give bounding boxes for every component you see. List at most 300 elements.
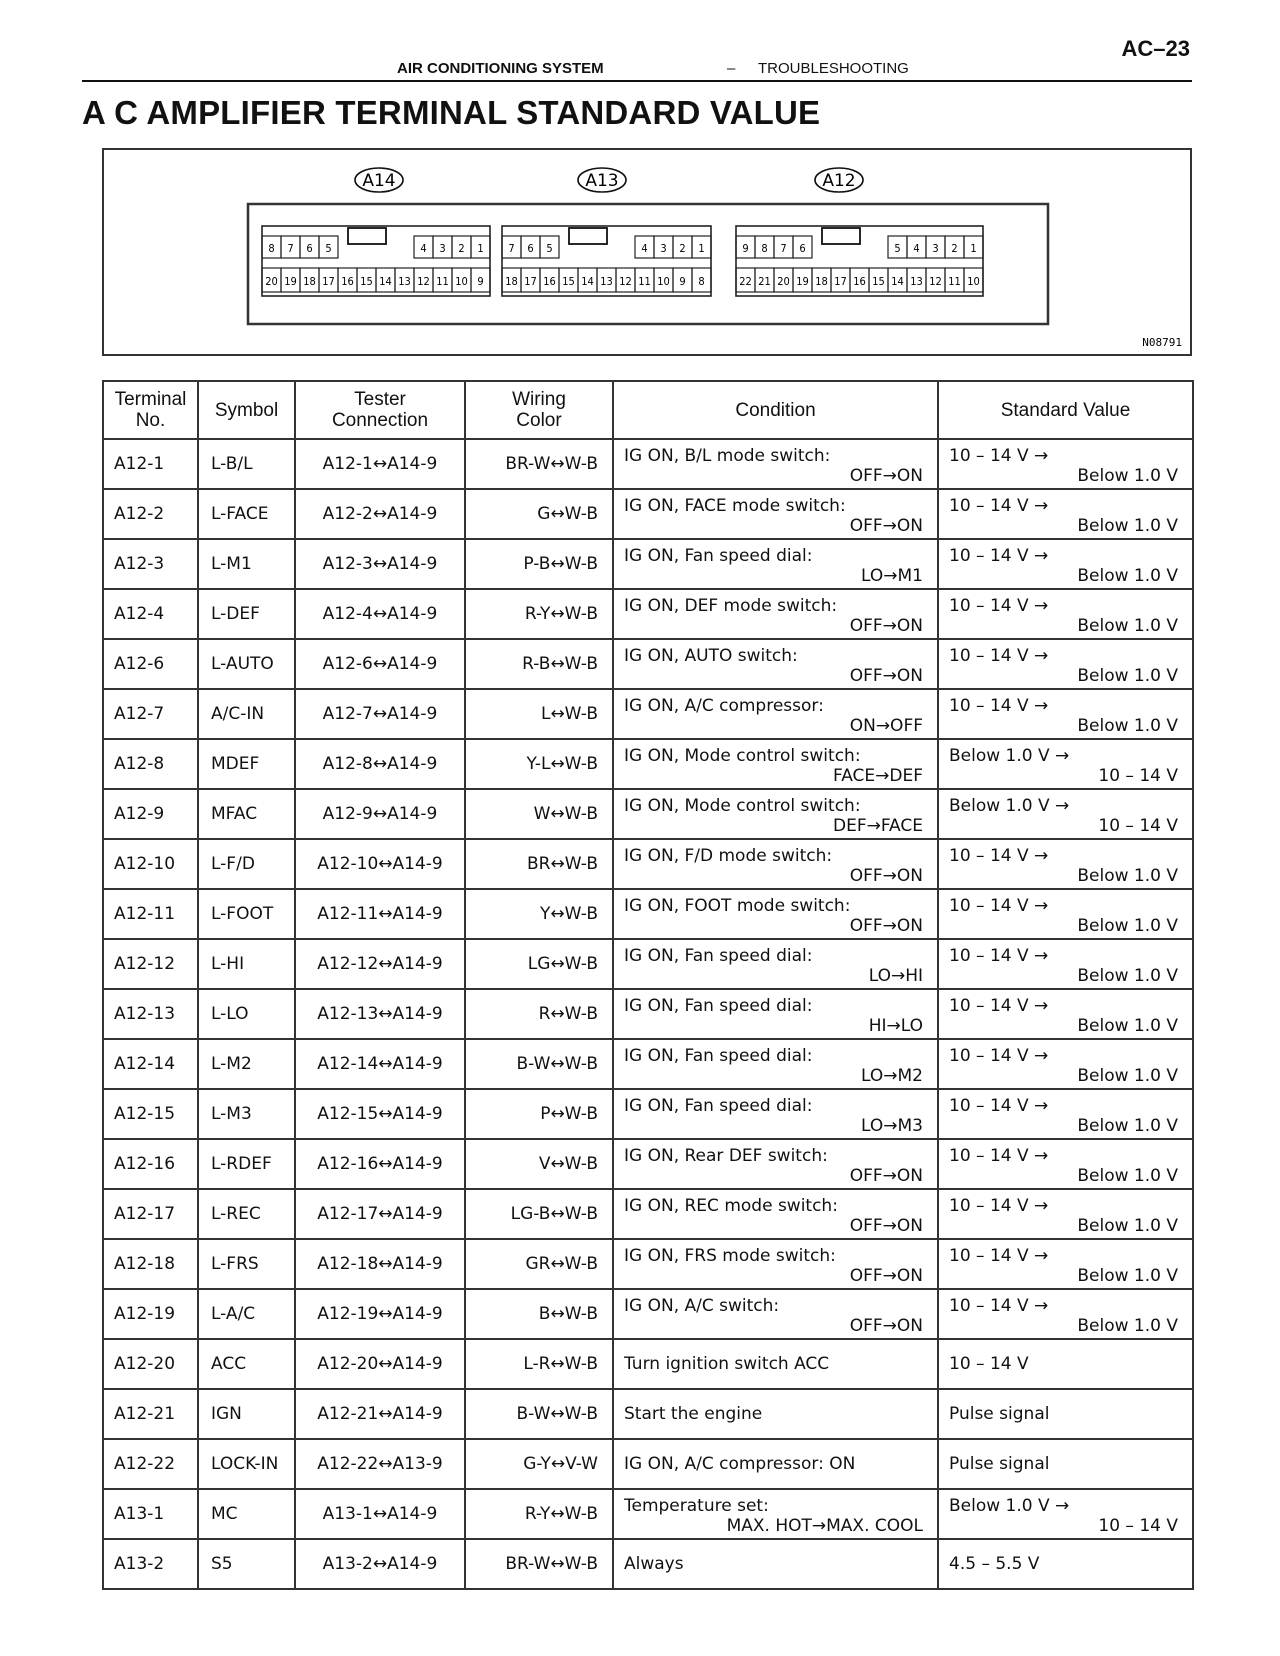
table-row — [103, 739, 1193, 789]
pin-number: 20 — [777, 275, 790, 288]
pin-number: 15 — [360, 275, 373, 288]
pin-number: 8 — [268, 242, 275, 255]
table-row — [103, 1089, 1193, 1139]
condition-text: Start the engine — [624, 1404, 763, 1424]
pin-number: 9 — [477, 275, 484, 288]
table-row — [103, 1039, 1193, 1089]
terminal-cell: A12-8 — [103, 739, 198, 789]
condition-cell — [613, 1389, 938, 1439]
tester-connection-cell: A12-18↔A14-9 — [295, 1239, 465, 1289]
condition-line-1: IG ON, Fan speed dial: — [624, 946, 813, 966]
terminal-cell: A12-14 — [103, 1039, 198, 1089]
standard-value-cell — [938, 439, 1193, 489]
pin-number: 4 — [420, 242, 427, 255]
condition-line-1: IG ON, F/D mode switch: — [624, 846, 833, 866]
standard-value-cell — [938, 1039, 1193, 1089]
pin-number: 10 — [967, 275, 980, 288]
standard-value-line-1: 10 – 14 V → — [949, 1296, 1049, 1316]
table-row — [103, 1339, 1193, 1389]
symbol-cell: L-F/D — [198, 839, 295, 889]
condition-line-1: IG ON, DEF mode switch: — [624, 596, 838, 616]
condition-cell — [613, 1489, 938, 1539]
symbol-cell: L-HI — [198, 939, 295, 989]
standard-value-line-1: 10 – 14 V → — [949, 1246, 1049, 1266]
pin-number: 11 — [436, 275, 449, 288]
standard-value-line-2: Below 1.0 V — [1077, 566, 1178, 586]
condition-cell — [613, 989, 938, 1039]
condition-line-2: LO→M3 — [861, 1116, 923, 1136]
table-row — [103, 889, 1193, 939]
table-row — [103, 1189, 1193, 1239]
symbol-cell: L-AUTO — [198, 639, 295, 689]
standard-value-line-2: Below 1.0 V — [1077, 666, 1178, 686]
wiring-color-cell: LG-B↔W-B — [465, 1189, 613, 1239]
pin-number: 13 — [398, 275, 411, 288]
condition-line-1: IG ON, A/C compressor: — [624, 696, 824, 716]
condition-cell — [613, 739, 938, 789]
condition-cell — [613, 689, 938, 739]
connector-key-slot — [822, 228, 860, 244]
figure-code: N08791 — [1142, 336, 1182, 349]
terminal-cell: A12-6 — [103, 639, 198, 689]
tester-connection-cell: A12-8↔A14-9 — [295, 739, 465, 789]
tester-connection-cell: A12-11↔A14-9 — [295, 889, 465, 939]
standard-value-line-2: Below 1.0 V — [1077, 1166, 1178, 1186]
subsection-title: TROUBLESHOOTING — [758, 60, 909, 77]
running-header — [82, 58, 1192, 80]
pin-number: 3 — [660, 242, 667, 255]
wiring-color-cell: P↔W-B — [465, 1089, 613, 1139]
condition-line-2: MAX. HOT→MAX. COOL — [726, 1516, 923, 1536]
pin-number: 19 — [284, 275, 297, 288]
pin-number: 15 — [562, 275, 575, 288]
tester-connection-cell: A12-9↔A14-9 — [295, 789, 465, 839]
terminal-cell: A12-20 — [103, 1339, 198, 1389]
standard-value-line-1: 10 – 14 V → — [949, 696, 1049, 716]
standard-value-line-1: Below 1.0 V → — [949, 796, 1070, 816]
pin-number: 18 — [815, 275, 828, 288]
table-row — [103, 839, 1193, 889]
connector-diagram-svg — [104, 150, 1190, 354]
standard-value-line-1: 10 – 14 V → — [949, 896, 1049, 916]
condition-cell — [613, 1439, 938, 1489]
condition-text: Always — [624, 1554, 684, 1574]
condition-line-1: Temperature set: — [624, 1496, 769, 1516]
pin-number: 22 — [739, 275, 752, 288]
tester-connection-cell: A12-7↔A14-9 — [295, 689, 465, 739]
standard-value-cell — [938, 1089, 1193, 1139]
wiring-color-cell: R↔W-B — [465, 989, 613, 1039]
header-terminal — [103, 381, 198, 439]
standard-value-cell — [938, 589, 1193, 639]
standard-value-text: 10 – 14 V — [949, 1354, 1029, 1374]
standard-value-line-1: 10 – 14 V → — [949, 446, 1049, 466]
header-standard: Standard Value — [938, 381, 1193, 439]
condition-line-2: OFF→ON — [849, 1266, 923, 1286]
pin-number: 9 — [742, 242, 749, 255]
condition-cell — [613, 639, 938, 689]
condition-line-2: DEF→FACE — [832, 816, 923, 836]
pin-number: 14 — [891, 275, 904, 288]
pin-number: 10 — [657, 275, 670, 288]
standard-value-cell — [938, 1289, 1193, 1339]
connector-label-a12: A12 — [822, 171, 856, 191]
condition-line-2: HI→LO — [868, 1016, 923, 1036]
pin-number: 4 — [641, 242, 648, 255]
connector-label-a14: A14 — [362, 171, 396, 191]
header-terminal-label: Terminal No. — [114, 389, 187, 431]
terminal-cell: A12-16 — [103, 1139, 198, 1189]
tester-connection-cell: A12-10↔A14-9 — [295, 839, 465, 889]
condition-line-1: IG ON, Fan speed dial: — [624, 996, 813, 1016]
condition-cell — [613, 839, 938, 889]
standard-value-line-2: Below 1.0 V — [1077, 516, 1178, 536]
tester-connection-cell: A12-20↔A14-9 — [295, 1339, 465, 1389]
wiring-color-cell: B-W↔W-B — [465, 1039, 613, 1089]
standard-value-line-1: Below 1.0 V → — [949, 1496, 1070, 1516]
terminal-cell: A12-22 — [103, 1439, 198, 1489]
wiring-color-cell: G↔W-B — [465, 489, 613, 539]
symbol-cell: L-FOOT — [198, 889, 295, 939]
condition-line-2: OFF→ON — [849, 1316, 923, 1336]
standard-value-line-2: Below 1.0 V — [1077, 1316, 1178, 1336]
table-row — [103, 689, 1193, 739]
pin-number: 3 — [932, 242, 939, 255]
condition-cell — [613, 1189, 938, 1239]
pin-number: 7 — [287, 242, 294, 255]
tester-connection-cell: A12-14↔A14-9 — [295, 1039, 465, 1089]
table-row — [103, 539, 1193, 589]
terminal-table — [102, 380, 1194, 1590]
condition-line-1: IG ON, Rear DEF switch: — [624, 1146, 828, 1166]
pin-number: 1 — [970, 242, 977, 255]
condition-cell — [613, 1289, 938, 1339]
pin-number: 2 — [951, 242, 958, 255]
table-row — [103, 1389, 1193, 1439]
tester-connection-cell: A12-16↔A14-9 — [295, 1139, 465, 1189]
symbol-cell: L-M2 — [198, 1039, 295, 1089]
pin-number: 16 — [341, 275, 354, 288]
pin-number: 3 — [439, 242, 446, 255]
standard-value-cell — [938, 1189, 1193, 1239]
condition-cell — [613, 1039, 938, 1089]
wiring-color-cell: P-B↔W-B — [465, 539, 613, 589]
wiring-color-cell: Y↔W-B — [465, 889, 613, 939]
header-tester — [295, 381, 465, 439]
table-row — [103, 439, 1193, 489]
wiring-color-cell: B-W↔W-B — [465, 1389, 613, 1439]
tester-connection-cell: A12-12↔A14-9 — [295, 939, 465, 989]
condition-text: Turn ignition switch ACC — [624, 1354, 830, 1374]
standard-value-line-1: 10 – 14 V → — [949, 996, 1049, 1016]
standard-value-cell — [938, 1389, 1193, 1439]
terminal-cell: A12-15 — [103, 1089, 198, 1139]
wiring-color-cell: V↔W-B — [465, 1139, 613, 1189]
pin-number: 20 — [265, 275, 278, 288]
terminal-cell: A12-3 — [103, 539, 198, 589]
pin-number: 8 — [698, 275, 705, 288]
standard-value-cell — [938, 539, 1193, 589]
wiring-color-cell: R-B↔W-B — [465, 639, 613, 689]
symbol-cell: L-REC — [198, 1189, 295, 1239]
connector-label-a13: A13 — [585, 171, 619, 191]
condition-line-1: IG ON, Fan speed dial: — [624, 546, 813, 566]
pin-number: 6 — [799, 242, 806, 255]
connector-diagram — [102, 148, 1192, 356]
wiring-color-cell: LG↔W-B — [465, 939, 613, 989]
terminal-cell: A12-18 — [103, 1239, 198, 1289]
standard-value-line-2: Below 1.0 V — [1077, 1016, 1178, 1036]
pin-number: 7 — [780, 242, 787, 255]
condition-cell — [613, 1089, 938, 1139]
table-row — [103, 489, 1193, 539]
wiring-color-cell: R-Y↔W-B — [465, 589, 613, 639]
header-wiring — [465, 381, 613, 439]
condition-line-2: ON→OFF — [849, 716, 923, 736]
pin-number: 11 — [948, 275, 961, 288]
tester-connection-cell: A12-21↔A14-9 — [295, 1389, 465, 1439]
standard-value-line-1: 10 – 14 V → — [949, 646, 1049, 666]
condition-cell — [613, 1139, 938, 1189]
standard-value-line-2: Below 1.0 V — [1077, 1116, 1178, 1136]
tester-connection-cell: A12-17↔A14-9 — [295, 1189, 465, 1239]
symbol-cell: L-M3 — [198, 1089, 295, 1139]
condition-cell — [613, 789, 938, 839]
connector-key-slot — [569, 228, 607, 244]
condition-line-1: IG ON, B/L mode switch: — [624, 446, 831, 466]
condition-line-1: IG ON, Mode control switch: — [624, 746, 861, 766]
symbol-cell: L-RDEF — [198, 1139, 295, 1189]
pin-number: 17 — [322, 275, 335, 288]
pin-number: 17 — [834, 275, 847, 288]
standard-value-line-2: 10 – 14 V — [1098, 1516, 1178, 1536]
symbol-cell: L-A/C — [198, 1289, 295, 1339]
pin-number: 14 — [379, 275, 392, 288]
table-header-row — [103, 381, 1193, 439]
condition-cell — [613, 1339, 938, 1389]
standard-value-cell — [938, 889, 1193, 939]
pin-number: 1 — [698, 242, 705, 255]
standard-value-cell — [938, 639, 1193, 689]
symbol-cell: L-M1 — [198, 539, 295, 589]
standard-value-line-2: Below 1.0 V — [1077, 1066, 1178, 1086]
standard-value-line-2: 10 – 14 V — [1098, 816, 1178, 836]
wiring-color-cell: R-Y↔W-B — [465, 1489, 613, 1539]
standard-value-cell — [938, 789, 1193, 839]
condition-line-1: IG ON, A/C switch: — [624, 1296, 780, 1316]
pin-number: 18 — [505, 275, 518, 288]
terminal-cell: A12-11 — [103, 889, 198, 939]
wiring-color-cell: Y-L↔W-B — [465, 739, 613, 789]
standard-value-line-1: 10 – 14 V → — [949, 1146, 1049, 1166]
table-row — [103, 939, 1193, 989]
pin-number: 14 — [581, 275, 594, 288]
wiring-color-cell: BR-W↔W-B — [465, 1539, 613, 1589]
symbol-cell: L-FRS — [198, 1239, 295, 1289]
condition-line-2: OFF→ON — [849, 616, 923, 636]
symbol-cell: LOCK-IN — [198, 1439, 295, 1489]
standard-value-line-1: 10 – 14 V → — [949, 1196, 1049, 1216]
condition-cell — [613, 589, 938, 639]
symbol-cell: MFAC — [198, 789, 295, 839]
table-row — [103, 1139, 1193, 1189]
pin-number: 17 — [524, 275, 537, 288]
pin-number: 10 — [455, 275, 468, 288]
terminal-cell: A12-9 — [103, 789, 198, 839]
standard-value-text: 4.5 – 5.5 V — [949, 1554, 1040, 1574]
standard-value-line-1: Below 1.0 V → — [949, 746, 1070, 766]
standard-value-cell — [938, 1439, 1193, 1489]
amplifier-housing — [248, 204, 1048, 324]
symbol-cell: ACC — [198, 1339, 295, 1389]
standard-value-line-2: 10 – 14 V — [1098, 766, 1178, 786]
standard-value-line-1: 10 – 14 V → — [949, 496, 1049, 516]
terminal-cell: A12-17 — [103, 1189, 198, 1239]
pin-number: 13 — [600, 275, 613, 288]
wiring-color-cell: W↔W-B — [465, 789, 613, 839]
standard-value-cell — [938, 839, 1193, 889]
pin-number: 16 — [543, 275, 556, 288]
wiring-color-cell: B↔W-B — [465, 1289, 613, 1339]
standard-value-line-2: Below 1.0 V — [1077, 966, 1178, 986]
tester-connection-cell: A12-2↔A14-9 — [295, 489, 465, 539]
wiring-color-cell: L↔W-B — [465, 689, 613, 739]
standard-value-line-1: 10 – 14 V → — [949, 846, 1049, 866]
table-row — [103, 589, 1193, 639]
standard-value-cell — [938, 1139, 1193, 1189]
section-title: AIR CONDITIONING SYSTEM — [397, 60, 604, 77]
pin-number: 16 — [853, 275, 866, 288]
standard-value-line-2: Below 1.0 V — [1077, 466, 1178, 486]
pin-number: 8 — [761, 242, 768, 255]
symbol-cell: A/C-IN — [198, 689, 295, 739]
pin-number: 12 — [929, 275, 942, 288]
tester-connection-cell: A13-2↔A14-9 — [295, 1539, 465, 1589]
pin-number: 5 — [325, 242, 332, 255]
wiring-color-cell: L-R↔W-B — [465, 1339, 613, 1389]
standard-value-cell — [938, 1539, 1193, 1589]
tester-connection-cell: A12-15↔A14-9 — [295, 1089, 465, 1139]
wiring-color-cell: G-Y↔V-W — [465, 1439, 613, 1489]
header-rule — [82, 80, 1192, 82]
terminal-cell: A13-2 — [103, 1539, 198, 1589]
table-row — [103, 1239, 1193, 1289]
condition-cell — [613, 439, 938, 489]
symbol-cell: L-B/L — [198, 439, 295, 489]
standard-value-cell — [938, 1239, 1193, 1289]
terminal-cell: A13-1 — [103, 1489, 198, 1539]
standard-value-text: Pulse signal — [949, 1454, 1050, 1474]
wiring-color-cell: GR↔W-B — [465, 1239, 613, 1289]
terminal-cell: A12-1 — [103, 439, 198, 489]
pin-number: 18 — [303, 275, 316, 288]
page-title: A C AMPLIFIER TERMINAL STANDARD VALUE — [82, 94, 821, 131]
terminal-cell: A12-4 — [103, 589, 198, 639]
standard-value-text: Pulse signal — [949, 1404, 1050, 1424]
terminal-cell: A12-2 — [103, 489, 198, 539]
standard-value-line-1: 10 – 14 V → — [949, 1046, 1049, 1066]
pin-number: 13 — [910, 275, 923, 288]
standard-value-line-1: 10 – 14 V → — [949, 1096, 1049, 1116]
condition-line-2: OFF→ON — [849, 916, 923, 936]
pin-number: 2 — [679, 242, 686, 255]
condition-cell — [613, 889, 938, 939]
tester-connection-cell: A12-1↔A14-9 — [295, 439, 465, 489]
pin-number: 5 — [546, 242, 553, 255]
standard-value-line-1: 10 – 14 V → — [949, 546, 1049, 566]
condition-cell — [613, 489, 938, 539]
connector-key-slot — [348, 228, 386, 244]
wiring-color-cell: BR-W↔W-B — [465, 439, 613, 489]
standard-value-cell — [938, 489, 1193, 539]
condition-line-1: IG ON, AUTO switch: — [624, 646, 798, 666]
tester-connection-cell: A12-6↔A14-9 — [295, 639, 465, 689]
header-tester-label: Tester Connection — [331, 389, 429, 431]
symbol-cell: S5 — [198, 1539, 295, 1589]
terminal-cell: A12-19 — [103, 1289, 198, 1339]
table-row — [103, 639, 1193, 689]
pin-number: 6 — [527, 242, 534, 255]
condition-line-1: IG ON, FACE mode switch: — [624, 496, 846, 516]
pin-number: 4 — [913, 242, 920, 255]
pin-number: 7 — [508, 242, 515, 255]
tester-connection-cell: A12-4↔A14-9 — [295, 589, 465, 639]
standard-value-line-2: Below 1.0 V — [1077, 866, 1178, 886]
condition-line-1: IG ON, FRS mode switch: — [624, 1246, 836, 1266]
standard-value-line-2: Below 1.0 V — [1077, 916, 1178, 936]
condition-line-2: LO→M1 — [861, 566, 923, 586]
header-symbol: Symbol — [198, 381, 295, 439]
symbol-cell: L-DEF — [198, 589, 295, 639]
standard-value-cell — [938, 689, 1193, 739]
condition-line-2: OFF→ON — [849, 516, 923, 536]
condition-cell — [613, 539, 938, 589]
condition-cell — [613, 1539, 938, 1589]
condition-line-1: IG ON, Fan speed dial: — [624, 1046, 813, 1066]
pin-number: 15 — [872, 275, 885, 288]
standard-value-line-2: Below 1.0 V — [1077, 1216, 1178, 1236]
standard-value-cell — [938, 939, 1193, 989]
tester-connection-cell: A13-1↔A14-9 — [295, 1489, 465, 1539]
standard-value-cell — [938, 989, 1193, 1039]
pin-number: 12 — [619, 275, 632, 288]
standard-value-line-2: Below 1.0 V — [1077, 716, 1178, 736]
terminal-cell: A12-12 — [103, 939, 198, 989]
condition-line-1: IG ON, FOOT mode switch: — [624, 896, 851, 916]
pin-number: 6 — [306, 242, 313, 255]
table-row — [103, 789, 1193, 839]
symbol-cell: MDEF — [198, 739, 295, 789]
symbol-cell: L-FACE — [198, 489, 295, 539]
tester-connection-cell: A12-13↔A14-9 — [295, 989, 465, 1039]
tester-connection-cell: A12-3↔A14-9 — [295, 539, 465, 589]
condition-line-1: IG ON, Mode control switch: — [624, 796, 861, 816]
pin-number: 5 — [894, 242, 901, 255]
condition-line-2: OFF→ON — [849, 666, 923, 686]
table-row — [103, 989, 1193, 1039]
condition-line-1: IG ON, REC mode switch: — [624, 1196, 838, 1216]
standard-value-line-2: Below 1.0 V — [1077, 616, 1178, 636]
tester-connection-cell: A12-19↔A14-9 — [295, 1289, 465, 1339]
table-row — [103, 1539, 1193, 1589]
condition-line-1: IG ON, Fan speed dial: — [624, 1096, 813, 1116]
symbol-cell: MC — [198, 1489, 295, 1539]
standard-value-cell — [938, 1489, 1193, 1539]
condition-line-2: OFF→ON — [849, 466, 923, 486]
tester-connection-cell: A12-22↔A13-9 — [295, 1439, 465, 1489]
condition-text: IG ON, A/C compressor: ON — [624, 1454, 856, 1474]
table-row — [103, 1439, 1193, 1489]
